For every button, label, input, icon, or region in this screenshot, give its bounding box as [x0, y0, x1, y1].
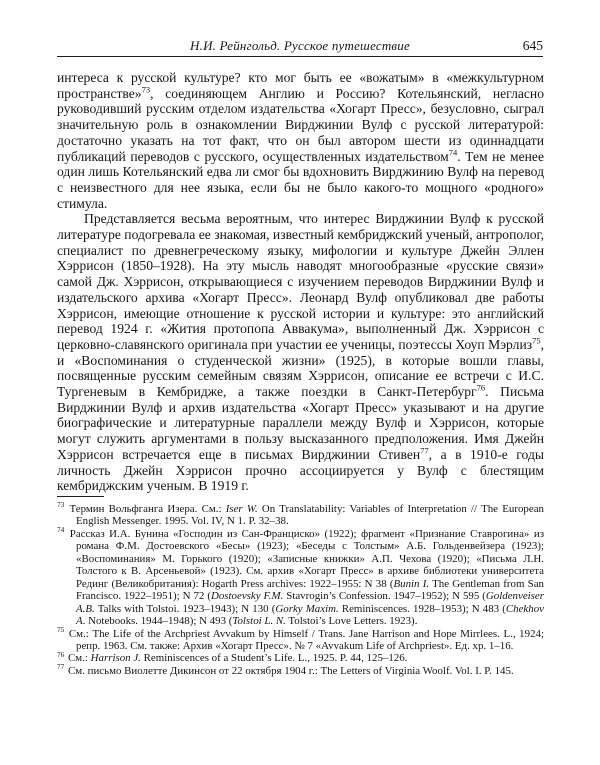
text-run: См.: [68, 652, 91, 665]
footnote-number: 74 [57, 525, 65, 535]
text-run: Harrison J. [90, 652, 141, 665]
text-run: интереса к русской культуре? кто мог быть ее «вожатым» в «межкультурном пространстве» [57, 70, 544, 101]
text-run: , а в 1910-е годы личность Джейн Хэррисон прочно ассоциируется у Вулф с блестящим кембриджским ученым. В 1919 г. [57, 446, 544, 494]
footnote-reference: 77 [420, 445, 429, 456]
text-run: . Письма Вирджинии Вулф и архив издательства «Хогарт Пресс» указывают и на другие биографические и литературные параллели между Вулф и Хэррисон, которые могут служить аргументами в пользу высказанного предположения. Имя Джейн Хэррисон встречается еще в письмах Вирджинии Стивен [57, 384, 544, 462]
footnote-separator [57, 496, 104, 497]
body-text [57, 70, 544, 494]
footnote-76 [57, 649, 544, 665]
footnote-77 [57, 662, 544, 677]
text-run: . Тем не менее один лишь Котельянский едва ли смог бы вдохновить Вирджинию Вулф на перевод с неизвестного для нее языка, если бы не было какого-то мощного «родного» стимула. [57, 148, 544, 211]
text-run: On Translatability: Variables of Interpretation // The European English Messenger. 1995. Vol. IV, N 1. P. 32–38. [76, 503, 544, 528]
text-run: Dostoevsky F.M. [210, 590, 284, 603]
running-title: Н.И. Рейнгольд. Русское путешествие [190, 38, 410, 53]
footnote-reference: 76 [476, 382, 486, 393]
text-run: Reminiscences. 1928–1953); N 483 ( [338, 602, 506, 615]
body-paragraph [57, 70, 544, 211]
text-run: Iser W. [225, 503, 258, 515]
page-number: 645 [522, 38, 543, 53]
footnote-number: 77 [57, 662, 65, 672]
text-run: Gorky Maxim. [275, 602, 339, 615]
text-run: См. письмо Виолетте Дикинсон от 22 октября 1904 г.: The Letters of Virginia Woolf. Vol. I. P. 145. [68, 664, 514, 677]
footnote-number: 76 [57, 649, 65, 659]
running-head [57, 38, 543, 56]
text-run: Talks with Tolstoi. 1923–1943); N 130 ( [94, 602, 276, 615]
text-run: Tolstoi L. N. [232, 615, 286, 628]
text-run: Goldenveiser A.B. [76, 590, 544, 615]
text-run: , соединяющем Англию и Россию? Котельянский, негласно руководивший русским отделом издательства «Хогарт Пресс», безусловно, сыграл значительную роль в ознакомлении Вирджинии Вулф с русской литературой: достаточно указать на тот факт, что он был автором шести из одиннадцати публикаций переводов с русского, осуществленных издательством [57, 85, 544, 164]
header-rule [57, 56, 543, 57]
footnote-75 [57, 624, 544, 653]
text-run: The Gentleman from San Francisco. 1922–1951); N 72 ( [76, 577, 544, 603]
footnotes [57, 500, 544, 677]
footnote-number: 75 [57, 624, 65, 634]
text-run: Bunin I. [393, 577, 430, 590]
text-run: . Notebooks. 1944–1948); N 493 ( [82, 615, 233, 628]
body-paragraph [57, 211, 544, 494]
text-run: Reminiscences of a Student’s Life. L., 1925. P. 44, 125–126. [140, 652, 408, 665]
text-run: Рассказ И.А. Бунина «Господин из Сан-Франциско» (1922); фрагмент «Признание Ставрогина» из романа Ф.М. Достоевского «Бесы» (1923); «Беседы с Толстым» А.Б. Гольденвейзера (1923); «Воспоминания» М. Горького (1920); «Записные книжки» А.П. Чехова (1920); «Письма Л.Н. Толстого к В. Арсеньевой» (1923). См. архив «Хогарт Пресс» в архиве библиотеки университета Рединг (Великобритания): Hogarth Press archives: 1922–1955: N 38 ( [69, 527, 544, 590]
text-run: Термин Вольфганга Изера. См.: [69, 503, 226, 515]
footnote-reference: 74 [448, 146, 458, 157]
text-run: Tolstoi’s Love Letters. 1923). [285, 615, 418, 628]
footnote-reference: 73 [141, 84, 151, 95]
footnote-number: 73 [57, 500, 65, 510]
footnote-reference: 75 [532, 335, 541, 346]
text-run: , и «Воспоминания о студенческой жизни» (1925), в которые вошли главы, посвященные русским семейным связям Хэррисон, описание ее встречи с И.С. Тургеневым в Кембридже, а также поездки в Санкт-Петербург [57, 336, 544, 400]
text-run: Представляется весьма вероятным, что интерес Вирджинии Вулф к русской литературе подогревала ее знакомая, известный кембриджский ученый, антрополог, специалист по древнегреческому языку, мифологии и культуре Джейн Эллен Хэррисон (1850–1928). На эту мысль наводят многообразные «русские связи» самой Дж. Хэррисон, открывающиеся с изучением переводов Вирджинии Вулф и издательского архива «Хогарт Пресс». Леонард Вулф опубликовал две работы Хэррисон, имеющие отношение к русской истории и культуре: это английский перевод 1924 г. «Жития протопопа Аввакума», выполненный Дж. Хэррисон с церковно-славянского оригинала при участии ее ученицы, поэтессы Хоуп Мэрлиз [57, 211, 544, 352]
text-run: См.: The Life of the Archpriest Avvakum by Himself / Trans. Jane Harrison and Hope Mirrlees. L., 1924; репр. 1963. См. также: Архив «Хогарт Пресс». № 7 «Avvakum Life of Archpriest». Ед. хр. 1–16. [68, 627, 544, 652]
text-run: Chekhov A [76, 602, 544, 628]
text-run: Stavrogin’s Confession. 1947–1952); N 595 ( [283, 590, 486, 603]
footnote-73 [57, 500, 544, 528]
footnote-74 [57, 525, 544, 628]
